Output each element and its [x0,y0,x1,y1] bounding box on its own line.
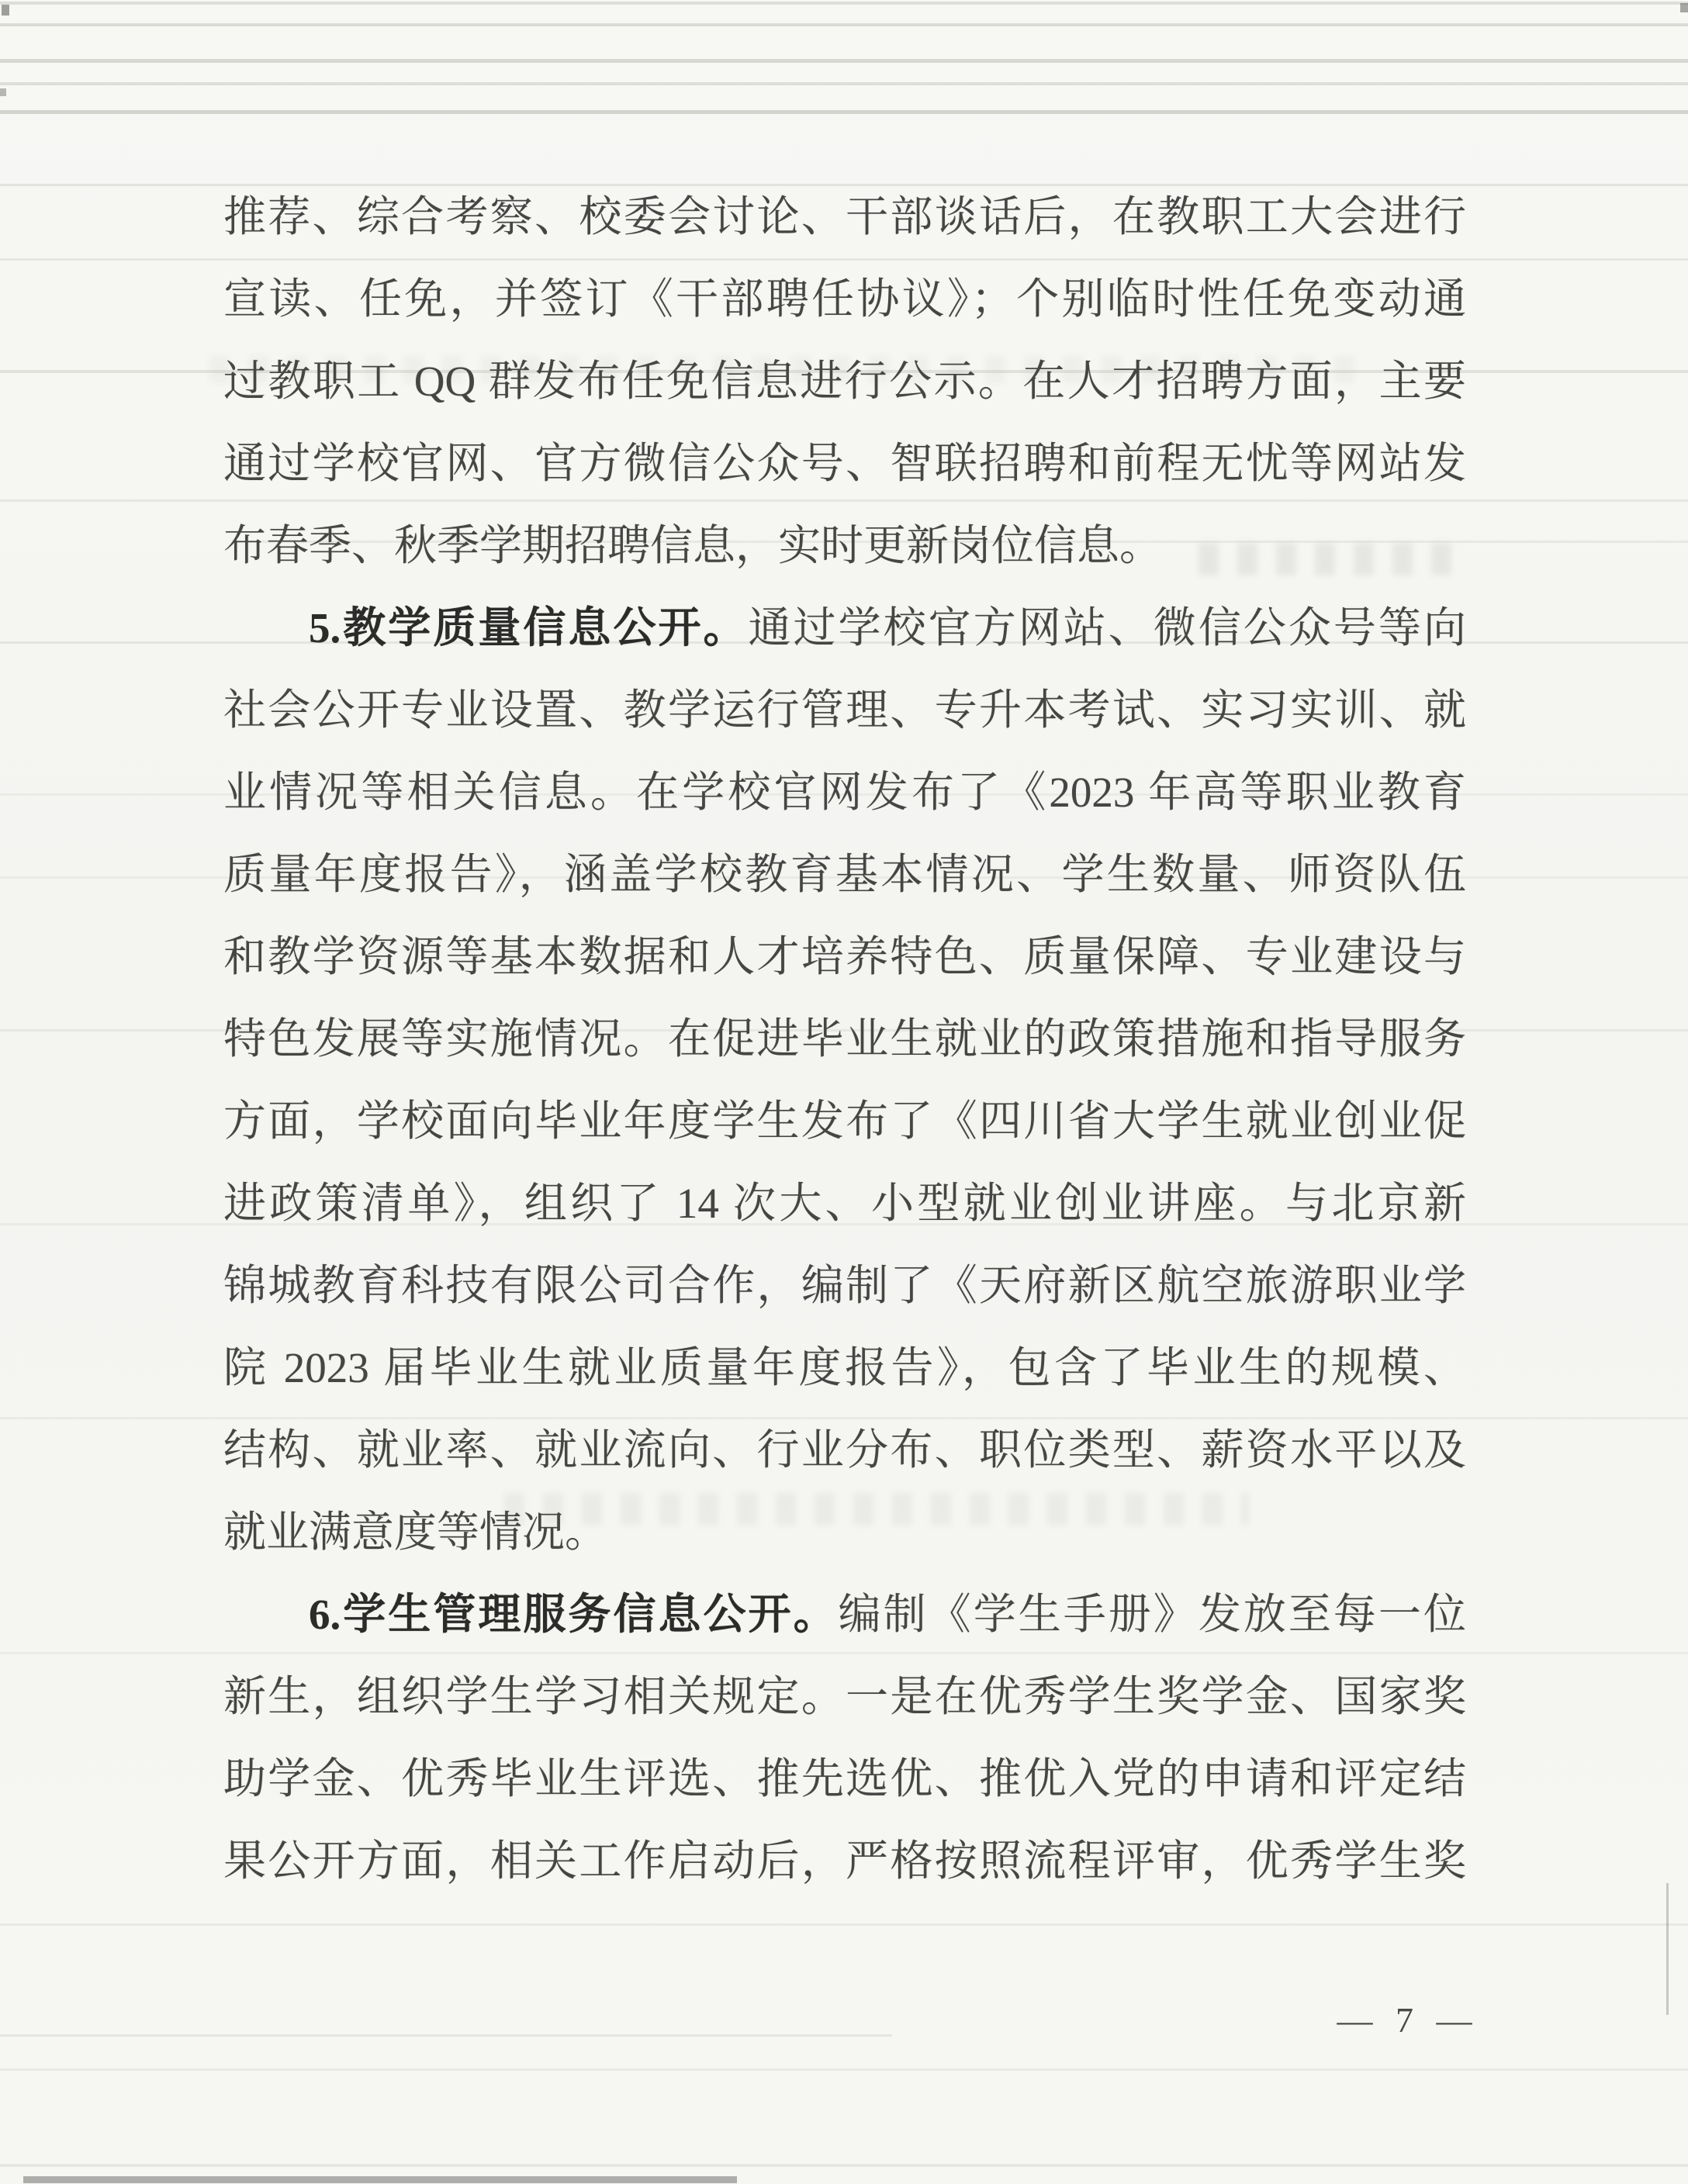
text-line: 特色发展等实施情况。在促进毕业生就业的政策措施和指导服务 [223,1015,1466,1063]
document-body [223,176,1466,1902]
text-line: 方面，学校面向毕业年度学生发布了《四川省大学生就业创业促 [223,1097,1466,1145]
page-number: — 7 — [1337,2000,1479,2040]
scan-speck [2,5,9,16]
text-line: 推荐、综合考察、校委会讨论、干部谈话后，在教职工大会进行 [223,193,1466,240]
scan-line [0,1923,1688,1926]
line-text: 通过学校官方网站、微信公众号等向 [748,604,1466,651]
scan-line [0,110,1688,114]
scan-line [0,2,1688,5]
scan-speck [1666,1883,1669,2015]
text-line: 果公开方面，相关工作启动后，严格按照流程评审，优秀学生奖 [223,1837,1466,1885]
text-line: 结构、就业率、就业流向、行业分布、职位类型、薪资水平以及 [223,1426,1466,1474]
scan-line [0,82,1688,85]
text-line: 业情况等相关信息。在学校官网发布了《2023 年高等职业教育 [223,769,1466,816]
scan-line [0,23,1688,26]
text-line [223,1574,1466,1656]
scan-speck [1680,3,1688,12]
text-line: 过教职工 QQ 群发布任免信息进行公示。在人才招聘方面，主要 [223,358,1466,405]
paragraph-heading-6: 6.学生管理服务信息公开。 [309,1591,839,1638]
text-line: 通过学校官网、官方微信公众号、智联招聘和前程无忧等网站发 [223,440,1466,487]
text-line: 质量年度报告》，涵盖学校教育基本情况、学生数量、师资队伍 [223,851,1466,898]
scan-line [0,2164,1688,2167]
paragraph-heading-5: 5.教学质量信息公开。 [309,604,749,651]
text-line: 社会公开专业设置、教学运行管理、专升本考试、实习实训、就 [223,686,1466,734]
line-text: 编制《学生手册》发放至每一位 [838,1591,1466,1638]
text-line: 和教学资源等基本数据和人才培养特色、质量保障、专业建设与 [223,933,1466,980]
text-line: 就业满意度等情况。 [223,1508,608,1556]
scan-line [0,2068,1688,2071]
text-line: 助学金、优秀毕业生评选、推先选优、推优入党的申请和评定结 [223,1755,1466,1802]
text-line: 新生，组织学生学习相关规定。一是在优秀学生奖学金、国家奖 [223,1673,1466,1720]
text-line: 锦城教育科技有限公司合作，编制了《天府新区航空旅游职业学 [223,1262,1466,1309]
text-line: 进政策清单》，组织了 14 次大、小型就业创业讲座。与北京新 [223,1180,1466,1227]
text-line [223,587,1466,669]
scan-speck [0,88,6,96]
text-line: 院 2023 届毕业生就业质量年度报告》，包含了毕业生的规模、 [223,1344,1466,1391]
scan-line [0,2034,892,2037]
text-line: 宣读、任免，并签订《干部聘任协议》；个别临时性任免变动通 [223,275,1466,323]
scan-speck [23,2176,737,2183]
scan-line [0,59,1688,63]
text-line: 布春季、秋季学期招聘信息，实时更新岗位信息。 [223,522,1163,569]
